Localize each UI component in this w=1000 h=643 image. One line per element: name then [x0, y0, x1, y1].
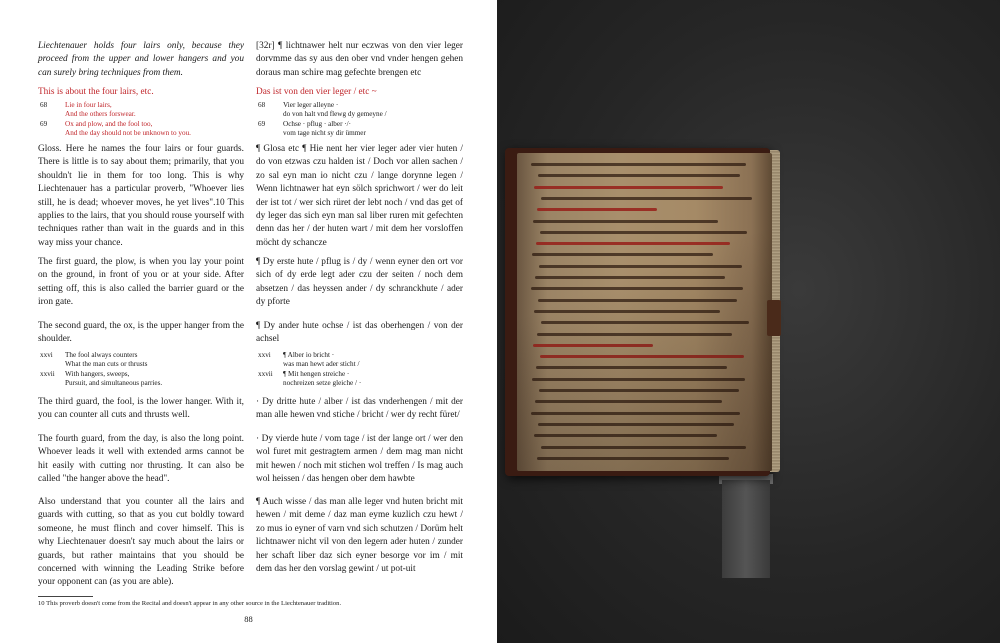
english-gloss-paragraph: Gloss. Here he names the four lairs or four guards. There is little is to say about them; primarily, that you shouldn't lie in them for too long. This is why Liechtenauer has a particular proverb, "Whoever lies still, he is dead; whoever moves, he yet lives".10 This applies to the lairs, that you should rouse yourself with techniques rather than wait in the guards and in this way miss your chance. [38, 144, 244, 248]
book-clasp [767, 300, 781, 336]
german-heading: Das ist von den vier leger / etc ~ [256, 87, 377, 97]
verse-line: Vier leger alleyne · do von halt vnd flewg dy gemeyne / [283, 101, 387, 119]
english-intro: Liechtenauer holds four lairs only, because they proceed from the upper and lower hangers and you can surely bring techniques from them. [38, 41, 244, 78]
english-verse-block-2 [38, 351, 244, 391]
english-heading: This is about the four lairs, etc. [38, 87, 154, 97]
book-page [0, 0, 497, 643]
verse-line: ¶ Mit hengen streiche · nochreizen setze gleiche / · [283, 370, 362, 388]
english-fool-paragraph: The third guard, the fool, is the lower hanger. With it, you can counter all cuts and thrusts well. [38, 397, 244, 421]
german-counter-paragraph: ¶ Auch wisse / das man alle leger vnd huten bricht mit hewen / mit deme / daz man eyme kuzlich czu hewt / zo mus io eyner of varn vnd sich schutzen / Dorüm helt lichtnawer nicht vil von den legern ader huten / zunder her schaft liber daz sich eyner besorge vor im / mit dem das her den vorslag gewint / ut pot-uit [256, 497, 463, 575]
german-fool-paragraph: · Dy dritte hute / alber / ist das vnderhengen / mit der man alle hewen vnd stiche / bricht / wer dy recht füret/ [256, 397, 463, 421]
english-plow-paragraph: The first guard, the plow, is when you lay your point on the ground, in front of you or at your side. After setting off, this is also called the barrier guard or the iron gate. [38, 257, 244, 308]
verse-line: Lie in four lairs, And the others forswear. [65, 101, 136, 119]
verse-number: 69 [258, 120, 266, 128]
verse-number: xxvi [258, 351, 271, 359]
page-number: 88 [244, 614, 253, 624]
english-ox-paragraph: The second guard, the ox, is the upper hanger from the shoulder. [38, 321, 244, 345]
verse-number: xxvi [40, 351, 53, 359]
english-verse-block [38, 101, 244, 141]
verse-line: ¶ Alber io bricht · was man hewt ader sticht / [283, 351, 360, 369]
verse-number: xxvii [40, 370, 55, 378]
german-verse-block [256, 101, 463, 141]
manuscript-photo [497, 0, 1000, 643]
footnote: 10 This proverb doesn't come from the Recital and doesn't appear in any other source in the Liechtenauer tradition. [38, 600, 342, 607]
verse-number: xxvii [258, 370, 273, 378]
english-counter-paragraph: Also understand that you counter all the lairs and guards with cutting, so that as you cut boldly toward someone, he must flinch and cover himself. This is why Liechtenauer doesn't say much about the lairs or guards, but rather maintains that you should be concerned with winning the Leading Strike before your opponent can (as you are able). [38, 497, 244, 588]
verse-line: Ox and plow, and the fool too, And the day should not be unknown to you. [65, 120, 191, 138]
verse-line: With hangers, sweeps, Pursuit, and simultaneous parries. [65, 370, 163, 388]
verse-number: 68 [258, 101, 266, 109]
leaf-shadow [517, 153, 772, 471]
german-intro: [32r] ¶ lichtnawer helt nur eczwas von den vier leger dorvmme das sy aus den ober vnd vnder hengen gehen doraus man schire mag gefechte brengen etc [256, 41, 463, 78]
verse-number: 69 [40, 120, 48, 128]
verse-number: 68 [40, 101, 48, 109]
german-ox-paragraph: ¶ Dy ander hute ochse / ist das oberhengen / von der achsel [256, 321, 463, 345]
verse-line: The fool always counters What the man cuts or thrusts [65, 351, 148, 369]
german-plow-paragraph: ¶ Dy erste hute / pflug is / dy / wenn eyner den ort vor sich of dy erde legt ader czu der seiten / noch dem absetzen / das heyssen ander / dy schranckhute / ader dy pforte [256, 257, 463, 308]
footnote-rule [38, 596, 93, 597]
book-stand [722, 480, 770, 578]
german-day-paragraph: · Dy vierde hute / vom tage / ist der lange ort / wer den wol furet mit gestragtem armen / dem mag man nicht mit hewen / noch mit stichen wol treffen / Is mag auch wol heissen / das hengen ober dem hawbte [256, 434, 463, 485]
german-verse-block-2 [256, 351, 463, 391]
german-gloss-paragraph: ¶ Glosa etc ¶ Hie nent her vier leger ader vier huten / do von etzwas czu halden ist / Doch vor allen sachen / zo sal eyn man io nicht czu / lange dorynne legen / Wenn lichtnawer hat eyn sölch sprichwort / wer do leit der ist tot / wer sich rüret der lebt noch / vnd das get of dy leger das sich eyn man sal liber ruren mit gefechten denn das her / der huten wart / mit dem her vorsloffen möcht dy schancze [256, 144, 463, 248]
verse-line: Ochse · pflug · alber ·/· vom tage nicht sy dir ümmer [283, 120, 366, 138]
english-day-paragraph: The fourth guard, from the day, is also the long point. Whoever leads it well with extended arms cannot be hit easily with cutting nor thrusting. It can also be called "the hanger above the head". [38, 434, 244, 485]
